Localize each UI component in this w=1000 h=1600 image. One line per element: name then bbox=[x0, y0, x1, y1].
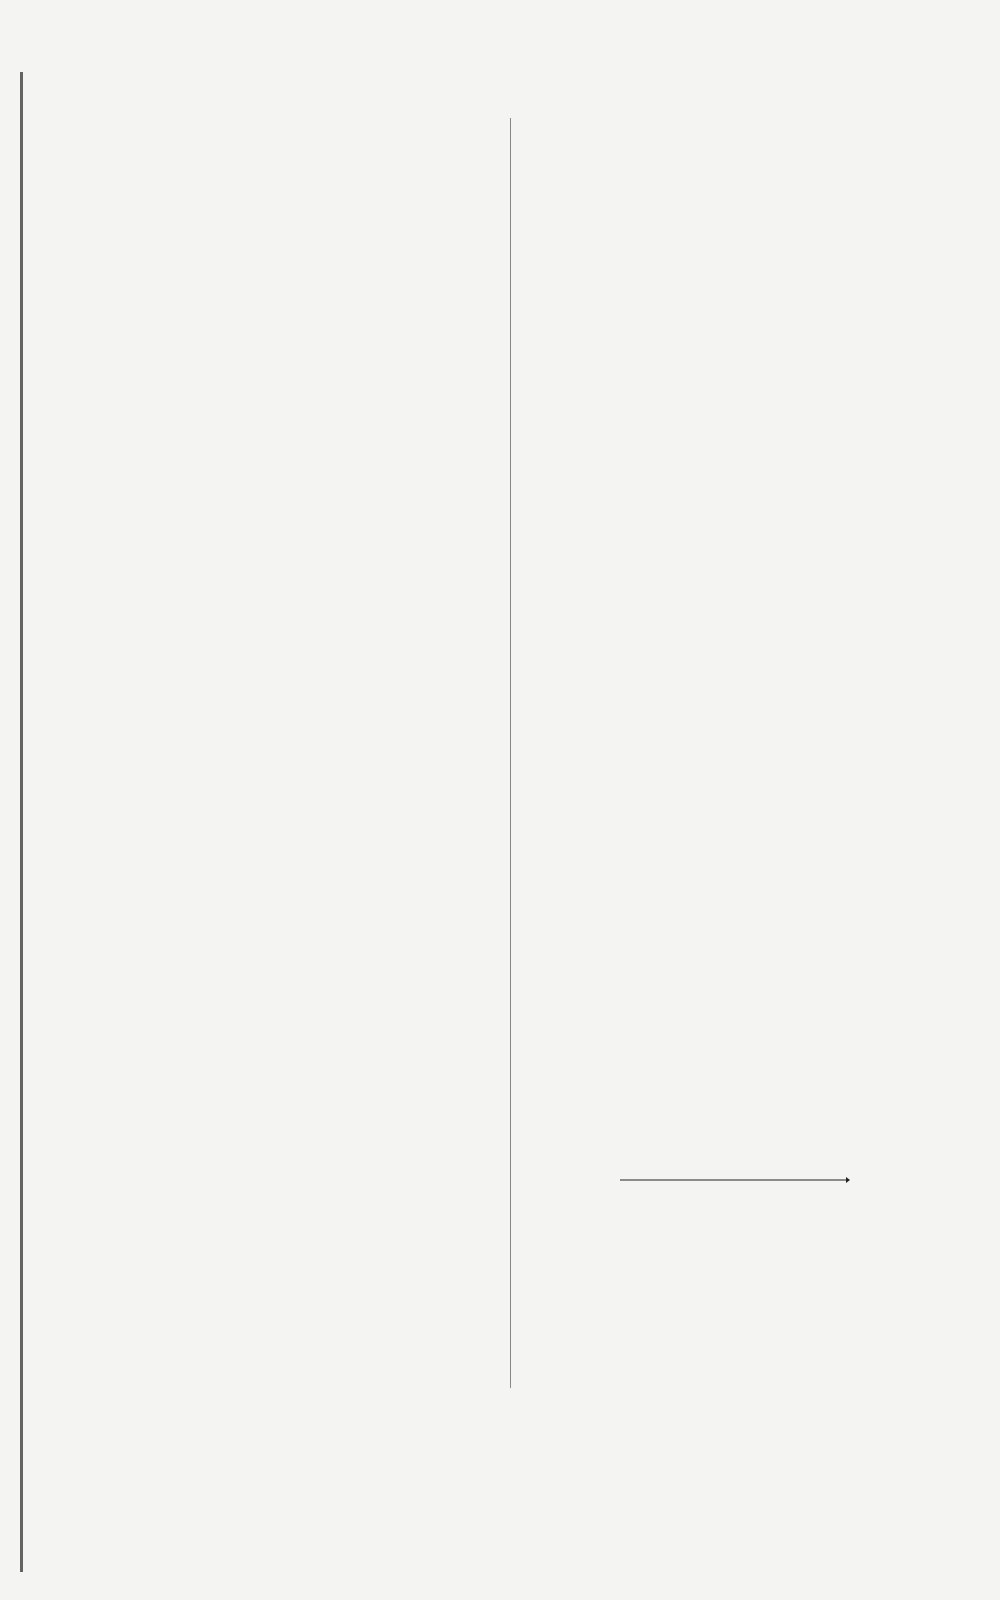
number-line bbox=[620, 1152, 850, 1194]
column-divider bbox=[510, 118, 511, 1388]
number-line-arrow bbox=[846, 1177, 850, 1183]
page-edge bbox=[20, 72, 23, 1572]
site-logo bbox=[804, 1492, 974, 1592]
